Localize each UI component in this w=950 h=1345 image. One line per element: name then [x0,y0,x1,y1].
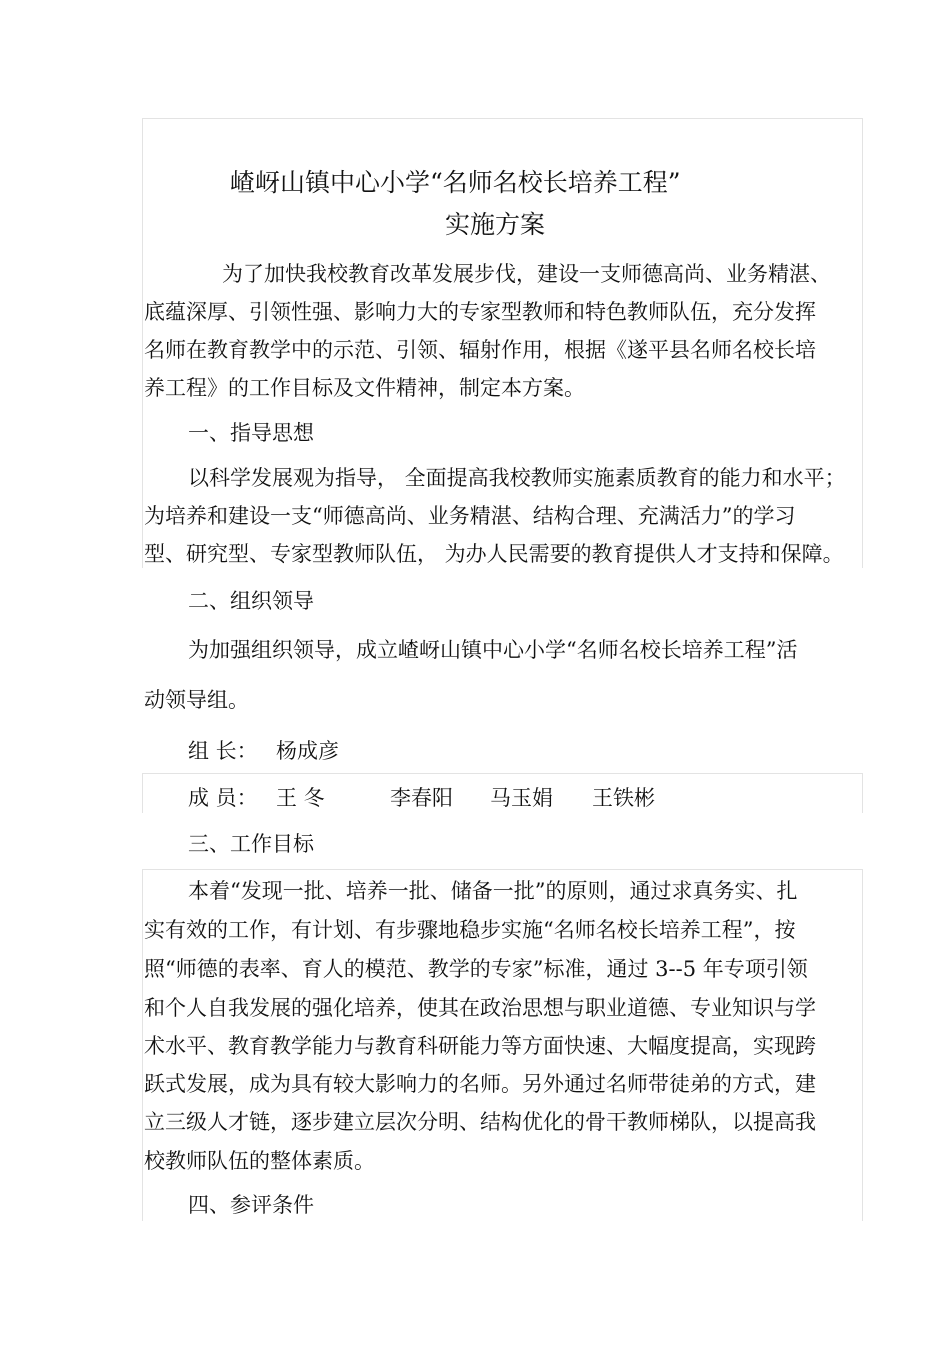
section-3-line-5: 术水平、教育教学能力与教育科研能力等方面快速、大幅度提高，实现跨 [144,1034,816,1058]
section-1-line-2: 为培养和建设一支“师德高尚、业务精湛、结构合理、充满活力”的学习 [144,504,796,528]
members-label: 成 员： [188,786,258,810]
section-3-line-6: 跃式发展，成为具有较大影响力的名师。另外通过名师带徒弟的方式，建 [144,1072,816,1096]
section-3-line-7: 立三级人才链，逐步建立层次分明、结构优化的骨干教师梯队，以提高我 [144,1110,816,1134]
section-3-line-1: 本着“发现一批、培养一批、储备一批”的原则，通过求真务实、扎 [188,879,798,903]
member-name: 马玉娟 [490,786,553,810]
title-line-1: 嵖岈山镇中心小学“名师名校长培养工程” [230,168,681,197]
leader-label: 组 长： [188,739,258,763]
section-2-line-2: 动领导组。 [144,688,249,712]
section-3-line-8: 校教师队伍的整体素质。 [144,1149,375,1173]
section-2-line-1: 为加强组织领导，成立嵖岈山镇中心小学“名师名校长培养工程”活 [188,638,798,662]
section-2-heading: 二、组织领导 [188,589,314,613]
section-3-line-4: 和个人自我发展的强化培养，使其在政治思想与职业道德、专业知识与学 [144,996,816,1020]
section-3-line-3: 照“师德的表率、育人的模范、教学的专家”标准，通过 3--5 年专项引领 [144,957,808,981]
section-1-line-1: 以科学发展观为指导， 全面提高我校教师实施素质教育的能力和水平； [188,466,846,490]
member-name: 王铁彬 [592,786,655,810]
member-name: 王 冬 [276,786,325,810]
section-3-line-2: 实有效的工作，有计划、有步骤地稳步实施“名师名校长培养工程”，按 [144,918,796,942]
intro-line-4: 养工程》的工作目标及文件精神，制定本方案。 [144,376,585,400]
leader-name: 杨成彦 [276,739,339,763]
member-name: 李春阳 [390,786,453,810]
section-4-heading: 四、参评条件 [188,1193,314,1217]
section-3-heading: 三、工作目标 [188,832,314,856]
title-line-2: 实施方案 [445,210,546,239]
intro-line-3: 名师在教育教学中的示范、引领、辐射作用，根据《遂平县名师名校长培 [144,338,816,362]
section-1-line-3: 型、研究型、专家型教师队伍， 为办人民需要的教育提供人才支持和保障。 [144,542,844,566]
section-1-heading: 一、指导思想 [188,421,314,445]
intro-line-1: 为了加快我校教育改革发展步伐，建设一支师德高尚、业务精湛、 [222,262,831,286]
intro-line-2: 底蕴深厚、引领性强、影响力大的专家型教师和特色教师队伍，充分发挥 [144,300,816,324]
